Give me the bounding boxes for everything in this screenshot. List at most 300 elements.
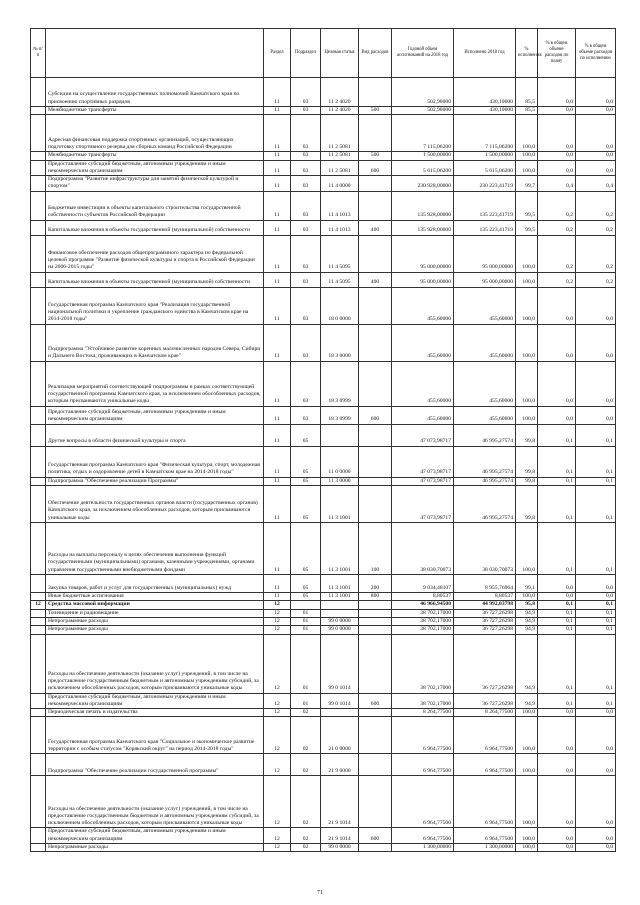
table-row: [31, 477, 616, 485]
row-share-exec: 0,0: [576, 287, 616, 324]
row-name: Средства массовой информации: [46, 601, 264, 609]
table-row: [31, 828, 616, 844]
row-share-plan: 0,0: [538, 107, 576, 115]
row-plan: 6 964,77500: [392, 776, 454, 828]
row-percent: 100,0: [516, 754, 538, 776]
row-target-article: 99 0 1014: [321, 693, 359, 709]
row-name: Иные бюджетные ассигнования: [46, 593, 264, 601]
row-executed: 38 030,70073: [454, 523, 516, 575]
table-row: [31, 272, 616, 287]
row-razdel: 11: [264, 446, 291, 477]
row-percent: 99,8: [516, 486, 538, 523]
table-row: [31, 717, 616, 754]
row-name: Непрограммные расходы: [46, 844, 264, 852]
row-plan: 95 000,00000: [392, 272, 454, 287]
row-name: Другие вопросы в области физической культуры и спорта: [46, 424, 264, 446]
row-share-plan: 0,2: [538, 272, 576, 287]
row-podrazdel: 05: [291, 424, 321, 446]
row-share-plan: 0,0: [538, 78, 576, 107]
row-expense-type: [359, 609, 392, 617]
row-podrazdel: 01: [291, 626, 321, 634]
row-razdel: 11: [264, 107, 291, 115]
row-share-plan: 0,1: [538, 626, 576, 634]
row-podrazdel: 02: [291, 709, 321, 717]
row-target-article: [321, 709, 359, 717]
row-plan: 6 964,77500: [392, 717, 454, 754]
row-target-article: 11 3 1001: [321, 575, 359, 593]
row-executed: 430,10000: [454, 78, 516, 107]
table-row: [31, 176, 616, 192]
row-razdel: 12: [264, 601, 291, 609]
row-percent: 100,0: [516, 235, 538, 272]
row-executed: 6 964,77500: [454, 776, 516, 828]
table-row: [31, 693, 616, 709]
table-row: [31, 609, 616, 617]
row-plan: 502,90000: [392, 107, 454, 115]
row-target-article: 11 3 1001: [321, 486, 359, 523]
row-percent: 94,9: [516, 609, 538, 617]
row-name: Бюджетные инвестиции в объекты капитального строительства государственной собственности субъектов Российской Федерации: [46, 191, 264, 220]
row-expense-type: 600: [359, 693, 392, 709]
row-percent: 100,0: [516, 523, 538, 575]
row-executed: 8 264,77500: [454, 709, 516, 717]
row-podrazdel: 03: [291, 78, 321, 107]
row-percent: 100,0: [516, 361, 538, 406]
row-percent: 100,0: [516, 272, 538, 287]
row-podrazdel: 02: [291, 754, 321, 776]
row-podrazdel: 05: [291, 593, 321, 601]
row-share-exec: 0,2: [576, 272, 616, 287]
row-expense-type: [359, 634, 392, 693]
table-row: [31, 324, 616, 361]
row-expense-type: 600: [359, 160, 392, 176]
row-expense-type: [359, 115, 392, 152]
row-name: Закупка товаров, работ и услуг для государственных (муниципальных) нужд: [46, 575, 264, 593]
row-podrazdel: [291, 601, 321, 609]
table-row: [31, 406, 616, 424]
row-num: [31, 844, 46, 852]
row-expense-type: 200: [359, 575, 392, 593]
row-razdel: 12: [264, 609, 291, 617]
row-name: Предоставление субсидий бюджетным, автономным учреждениям и иным некоммерческим организациям: [46, 160, 264, 176]
row-executed: 430,10000: [454, 107, 516, 115]
table-row: [31, 446, 616, 477]
row-target-article: 11 2 5081: [321, 115, 359, 152]
row-share-plan: 0,1: [538, 693, 576, 709]
row-razdel: 11: [264, 593, 291, 601]
row-razdel: 11: [264, 287, 291, 324]
row-plan: 38 702,17000: [392, 617, 454, 625]
row-expense-type: [359, 754, 392, 776]
row-executed: 7 115,06200: [454, 115, 516, 152]
row-share-exec: 0,0: [576, 361, 616, 406]
row-target-article: 99 0 1014: [321, 634, 359, 693]
row-razdel: 11: [264, 115, 291, 152]
row-razdel: 11: [264, 160, 291, 176]
row-razdel: 11: [264, 235, 291, 272]
row-share-plan: 0,1: [538, 486, 576, 523]
table-row: [31, 220, 616, 235]
header-target-article: Целевая статья: [321, 29, 359, 78]
row-share-plan: 0,1: [538, 446, 576, 477]
row-expense-type: [359, 78, 392, 107]
row-podrazdel: 02: [291, 828, 321, 844]
header-expense-type: Вид расходов: [359, 29, 392, 78]
row-num: [31, 776, 46, 828]
row-executed: 135 223,41719: [454, 191, 516, 220]
row-num: [31, 191, 46, 220]
table-row: [31, 617, 616, 625]
row-num: [31, 107, 46, 115]
row-plan: 455,60000: [392, 324, 454, 361]
row-target-article: 11 2 5081: [321, 160, 359, 176]
header-podrazdel: Подраздел: [291, 29, 321, 78]
row-percent: 100,0: [516, 717, 538, 754]
row-name: Государственная программа Камчатского края "Социальное и экономическое развитие территории с особым статусом "Корякский округ" на период 2014-2018 годы": [46, 717, 264, 754]
row-plan: 135 928,00000: [392, 191, 454, 220]
row-target-article: 11 4 5095: [321, 272, 359, 287]
row-percent: 100,0: [516, 776, 538, 828]
row-podrazdel: 03: [291, 361, 321, 406]
row-target-article: 11 3 1001: [321, 523, 359, 575]
row-podrazdel: 03: [291, 107, 321, 115]
row-target-article: [321, 601, 359, 609]
row-plan: 9 034,48107: [392, 575, 454, 593]
row-num: [31, 272, 46, 287]
row-razdel: 12: [264, 709, 291, 717]
header-plan: Годовой объем ассигнований на 2018 год: [392, 29, 454, 78]
row-podrazdel: 01: [291, 634, 321, 693]
table-row: [31, 626, 616, 634]
row-name: Периодическая печать и издательства: [46, 709, 264, 717]
row-share-exec: 0,0: [576, 593, 616, 601]
row-target-article: 11 4 0000: [321, 176, 359, 192]
row-share-plan: 0,0: [538, 593, 576, 601]
row-num: [31, 634, 46, 693]
row-name: Непрограммные расходы: [46, 617, 264, 625]
row-share-exec: 0,1: [576, 626, 616, 634]
table-row: [31, 78, 616, 107]
table-row: [31, 634, 616, 693]
row-share-exec: 0,1: [576, 523, 616, 575]
row-share-plan: 0,1: [538, 609, 576, 617]
row-share-plan: 0,0: [538, 287, 576, 324]
row-podrazdel: 02: [291, 776, 321, 828]
row-expense-type: 400: [359, 220, 392, 235]
header-executed: Исполнено 2018 год: [454, 29, 516, 78]
row-razdel: 11: [264, 424, 291, 446]
row-target-article: [321, 609, 359, 617]
row-percent: 99,1: [516, 575, 538, 593]
row-percent: 99,5: [516, 220, 538, 235]
row-podrazdel: 03: [291, 191, 321, 220]
row-razdel: 12: [264, 776, 291, 828]
row-num: [31, 446, 46, 477]
row-target-article: 11 2 4020: [321, 78, 359, 107]
row-percent: 94,9: [516, 693, 538, 709]
row-name: Обеспечение деятельности государственных органов власти (государственных органов) Камчатского края, за исключением обособленных расходов, которым присваиваются уникальные коды: [46, 486, 264, 523]
row-share-exec: 0,1: [576, 424, 616, 446]
row-podrazdel: 03: [291, 324, 321, 361]
row-plan: 46 966,94500: [392, 601, 454, 609]
row-executed: 5 615,06200: [454, 160, 516, 176]
row-executed: 36 727,26298: [454, 693, 516, 709]
row-plan: 95 000,00000: [392, 235, 454, 272]
row-expense-type: [359, 235, 392, 272]
row-percent: 85,5: [516, 78, 538, 107]
row-num: [31, 523, 46, 575]
row-razdel: 11: [264, 220, 291, 235]
row-percent: 99,8: [516, 446, 538, 477]
row-share-exec: 0,1: [576, 609, 616, 617]
row-target-article: 18 3 0999: [321, 406, 359, 424]
row-expense-type: [359, 477, 392, 485]
row-percent: 100,0: [516, 152, 538, 160]
table-row: [31, 361, 616, 406]
row-razdel: 12: [264, 693, 291, 709]
row-share-exec: 0,2: [576, 191, 616, 220]
row-name: Межбюджетные трансферты: [46, 107, 264, 115]
row-num: [31, 324, 46, 361]
row-razdel: 12: [264, 828, 291, 844]
row-name: Непрограммные расходы: [46, 626, 264, 634]
row-expense-type: 800: [359, 593, 392, 601]
row-podrazdel: 03: [291, 160, 321, 176]
row-share-plan: 0,0: [538, 160, 576, 176]
row-executed: 6 964,77500: [454, 717, 516, 754]
row-name: Предоставление субсидий бюджетным, автономным учреждениям и иным некоммерческим организациям: [46, 828, 264, 844]
row-expense-type: [359, 446, 392, 477]
row-share-exec: 0,0: [576, 717, 616, 754]
row-expense-type: [359, 626, 392, 634]
row-executed: 6 964,77500: [454, 754, 516, 776]
row-podrazdel: 05: [291, 575, 321, 593]
row-share-plan: 0,1: [538, 634, 576, 693]
row-razdel: 11: [264, 78, 291, 107]
row-share-exec: 0,0: [576, 152, 616, 160]
row-target-article: [321, 424, 359, 446]
header-razdel: Раздел: [264, 29, 291, 78]
row-percent: 94,9: [516, 634, 538, 693]
table-row: [31, 107, 616, 115]
row-share-plan: 0,0: [538, 575, 576, 593]
row-razdel: 11: [264, 176, 291, 192]
row-executed: 1 300,00000: [454, 844, 516, 852]
row-share-plan: 0,0: [538, 717, 576, 754]
row-expense-type: [359, 424, 392, 446]
header-num: № п/п: [31, 29, 46, 78]
table-row: [31, 523, 616, 575]
row-percent: 94,9: [516, 626, 538, 634]
row-executed: 46 995,27574: [454, 424, 516, 446]
row-executed: 455,60000: [454, 324, 516, 361]
row-target-article: 21 9 1014: [321, 776, 359, 828]
row-percent: 100,0: [516, 593, 538, 601]
row-expense-type: [359, 191, 392, 220]
row-plan: 5 615,06200: [392, 160, 454, 176]
row-percent: 100,0: [516, 324, 538, 361]
budget-table: [30, 28, 616, 852]
row-expense-type: [359, 486, 392, 523]
row-num: [31, 717, 46, 754]
row-share-exec: 0,1: [576, 617, 616, 625]
row-share-exec: 0,0: [576, 160, 616, 176]
row-share-exec: 0,1: [576, 446, 616, 477]
row-executed: 1 500,00000: [454, 152, 516, 160]
row-name: Расходы на обеспечение деятельности (оказание услуг) учреждений, в том числе на предоставление государственным бюджетным и автономным учреждениям субсидий, за исключением обособленных расходов, которым присваиваются уникальные коды: [46, 776, 264, 828]
row-share-exec: 0,1: [576, 486, 616, 523]
row-num: [31, 709, 46, 717]
row-share-plan: 0,0: [538, 754, 576, 776]
row-name: Предоставление субсидий бюджетным, автономным учреждениям и иным некоммерческим организациям: [46, 406, 264, 424]
row-share-exec: 0,0: [576, 575, 616, 593]
row-expense-type: 600: [359, 406, 392, 424]
row-target-article: 11 3 1001: [321, 593, 359, 601]
table-row: [31, 160, 616, 176]
row-expense-type: [359, 601, 392, 609]
row-razdel: 12: [264, 717, 291, 754]
row-percent: 100,0: [516, 406, 538, 424]
row-plan: 47 073,98717: [392, 424, 454, 446]
row-podrazdel: 03: [291, 272, 321, 287]
row-percent: 99,7: [516, 176, 538, 192]
row-percent: 99,8: [516, 424, 538, 446]
row-share-plan: 0,0: [538, 828, 576, 844]
row-podrazdel: 01: [291, 617, 321, 625]
row-share-plan: 0,4: [538, 176, 576, 192]
row-executed: 36 727,26298: [454, 609, 516, 617]
row-target-article: 11 2 4020: [321, 107, 359, 115]
row-executed: 36 727,26298: [454, 617, 516, 625]
row-name: Капитальные вложения в объекты государственной (муниципальной) собственности: [46, 272, 264, 287]
row-plan: 38 702,17000: [392, 609, 454, 617]
row-expense-type: [359, 176, 392, 192]
row-target-article: 21 9 1014: [321, 828, 359, 844]
row-num: [31, 176, 46, 192]
row-expense-type: [359, 709, 392, 717]
table-row: [31, 115, 616, 152]
row-num: [31, 287, 46, 324]
row-executed: 44 992,03798: [454, 601, 516, 609]
row-num: 12: [31, 601, 46, 609]
row-razdel: 11: [264, 486, 291, 523]
header-percent: % исполнения: [516, 29, 538, 78]
row-percent: 95,8: [516, 601, 538, 609]
row-share-plan: 0,1: [538, 523, 576, 575]
row-num: [31, 406, 46, 424]
row-razdel: 11: [264, 324, 291, 361]
row-share-exec: 0,2: [576, 220, 616, 235]
row-target-article: 18 3 0999: [321, 361, 359, 406]
row-executed: 36 727,26298: [454, 626, 516, 634]
row-share-exec: 0,0: [576, 324, 616, 361]
row-razdel: 11: [264, 477, 291, 485]
row-percent: 94,9: [516, 617, 538, 625]
row-razdel: 11: [264, 191, 291, 220]
row-num: [31, 477, 46, 485]
row-share-plan: 0,0: [538, 324, 576, 361]
table-row: [31, 593, 616, 601]
table-row: [31, 844, 616, 852]
row-target-article: 11 4 5095: [321, 235, 359, 272]
row-razdel: 11: [264, 406, 291, 424]
row-executed: 455,60000: [454, 287, 516, 324]
row-share-plan: 0,1: [538, 617, 576, 625]
row-plan: 8,80537: [392, 593, 454, 601]
row-share-plan: 0,0: [538, 152, 576, 160]
row-share-exec: 0,0: [576, 78, 616, 107]
row-plan: 8 264,77500: [392, 709, 454, 717]
row-executed: 8 955,76964: [454, 575, 516, 593]
row-target-article: 18 0 0000: [321, 287, 359, 324]
row-razdel: 11: [264, 361, 291, 406]
row-target-article: 11 4 1013: [321, 191, 359, 220]
row-share-plan: 0,0: [538, 361, 576, 406]
row-share-exec: 0,1: [576, 634, 616, 693]
row-executed: 36 727,26298: [454, 634, 516, 693]
row-share-exec: 0,1: [576, 601, 616, 609]
row-name: Субсидии на осуществление государственных полномочий Камчатского края по присвоению спортивных разрядов: [46, 78, 264, 107]
row-plan: 47 073,98717: [392, 486, 454, 523]
row-expense-type: [359, 844, 392, 852]
row-razdel: 11: [264, 523, 291, 575]
table-row: [31, 235, 616, 272]
row-num: [31, 152, 46, 160]
row-num: [31, 361, 46, 406]
row-razdel: 12: [264, 844, 291, 852]
row-expense-type: 400: [359, 272, 392, 287]
row-podrazdel: 01: [291, 609, 321, 617]
row-expense-type: [359, 717, 392, 754]
row-share-exec: 0,1: [576, 693, 616, 709]
row-executed: 95 000,00000: [454, 235, 516, 272]
row-share-plan: 0,0: [538, 115, 576, 152]
row-target-article: 11 4 1013: [321, 220, 359, 235]
row-target-article: 21 0 0000: [321, 717, 359, 754]
row-name: Государственная программа Камчатского края "Реализация государственной национальной политики и укрепление гражданского единства в Камчатском крае на 2014-2018 годы": [46, 287, 264, 324]
table-row: [31, 575, 616, 593]
row-razdel: 12: [264, 634, 291, 693]
page-number: 71: [317, 890, 323, 896]
row-target-article: 99 0 0000: [321, 617, 359, 625]
row-executed: 135 223,41719: [454, 220, 516, 235]
row-plan: 7 115,06200: [392, 115, 454, 152]
row-num: [31, 575, 46, 593]
row-executed: 46 995,27574: [454, 446, 516, 477]
header-share-plan: % в общем объеме расходов по плану: [538, 29, 576, 78]
row-num: [31, 160, 46, 176]
row-num: [31, 693, 46, 709]
row-plan: 38 030,70073: [392, 523, 454, 575]
table-row: [31, 754, 616, 776]
row-podrazdel: 05: [291, 446, 321, 477]
row-num: [31, 424, 46, 446]
row-name: Государственная программа Камчатского края "Физическая культура, спорт, молодежная политика, отдых и оздоровление детей в Камчатском крае на 2014-2018 годы": [46, 446, 264, 477]
row-num: [31, 593, 46, 601]
row-name: Подпрограмма "Обеспечение реализации Программы": [46, 477, 264, 485]
row-expense-type: [359, 287, 392, 324]
row-percent: 100,0: [516, 115, 538, 152]
row-plan: 38 702,17000: [392, 634, 454, 693]
row-percent: 100,0: [516, 160, 538, 176]
row-share-plan: 0,2: [538, 220, 576, 235]
row-podrazdel: 05: [291, 523, 321, 575]
row-name: Подпрограмма "Развитие инфраструктуры для занятий физической культурой и спортом": [46, 176, 264, 192]
row-name: Межбюджетные трансферты: [46, 152, 264, 160]
row-expense-type: 500: [359, 107, 392, 115]
row-name: Адресная финансовая поддержка спортивных организаций, осуществляющих подготовку спортивного резерва для сборных команд Российской Федерации: [46, 115, 264, 152]
row-razdel: 11: [264, 152, 291, 160]
